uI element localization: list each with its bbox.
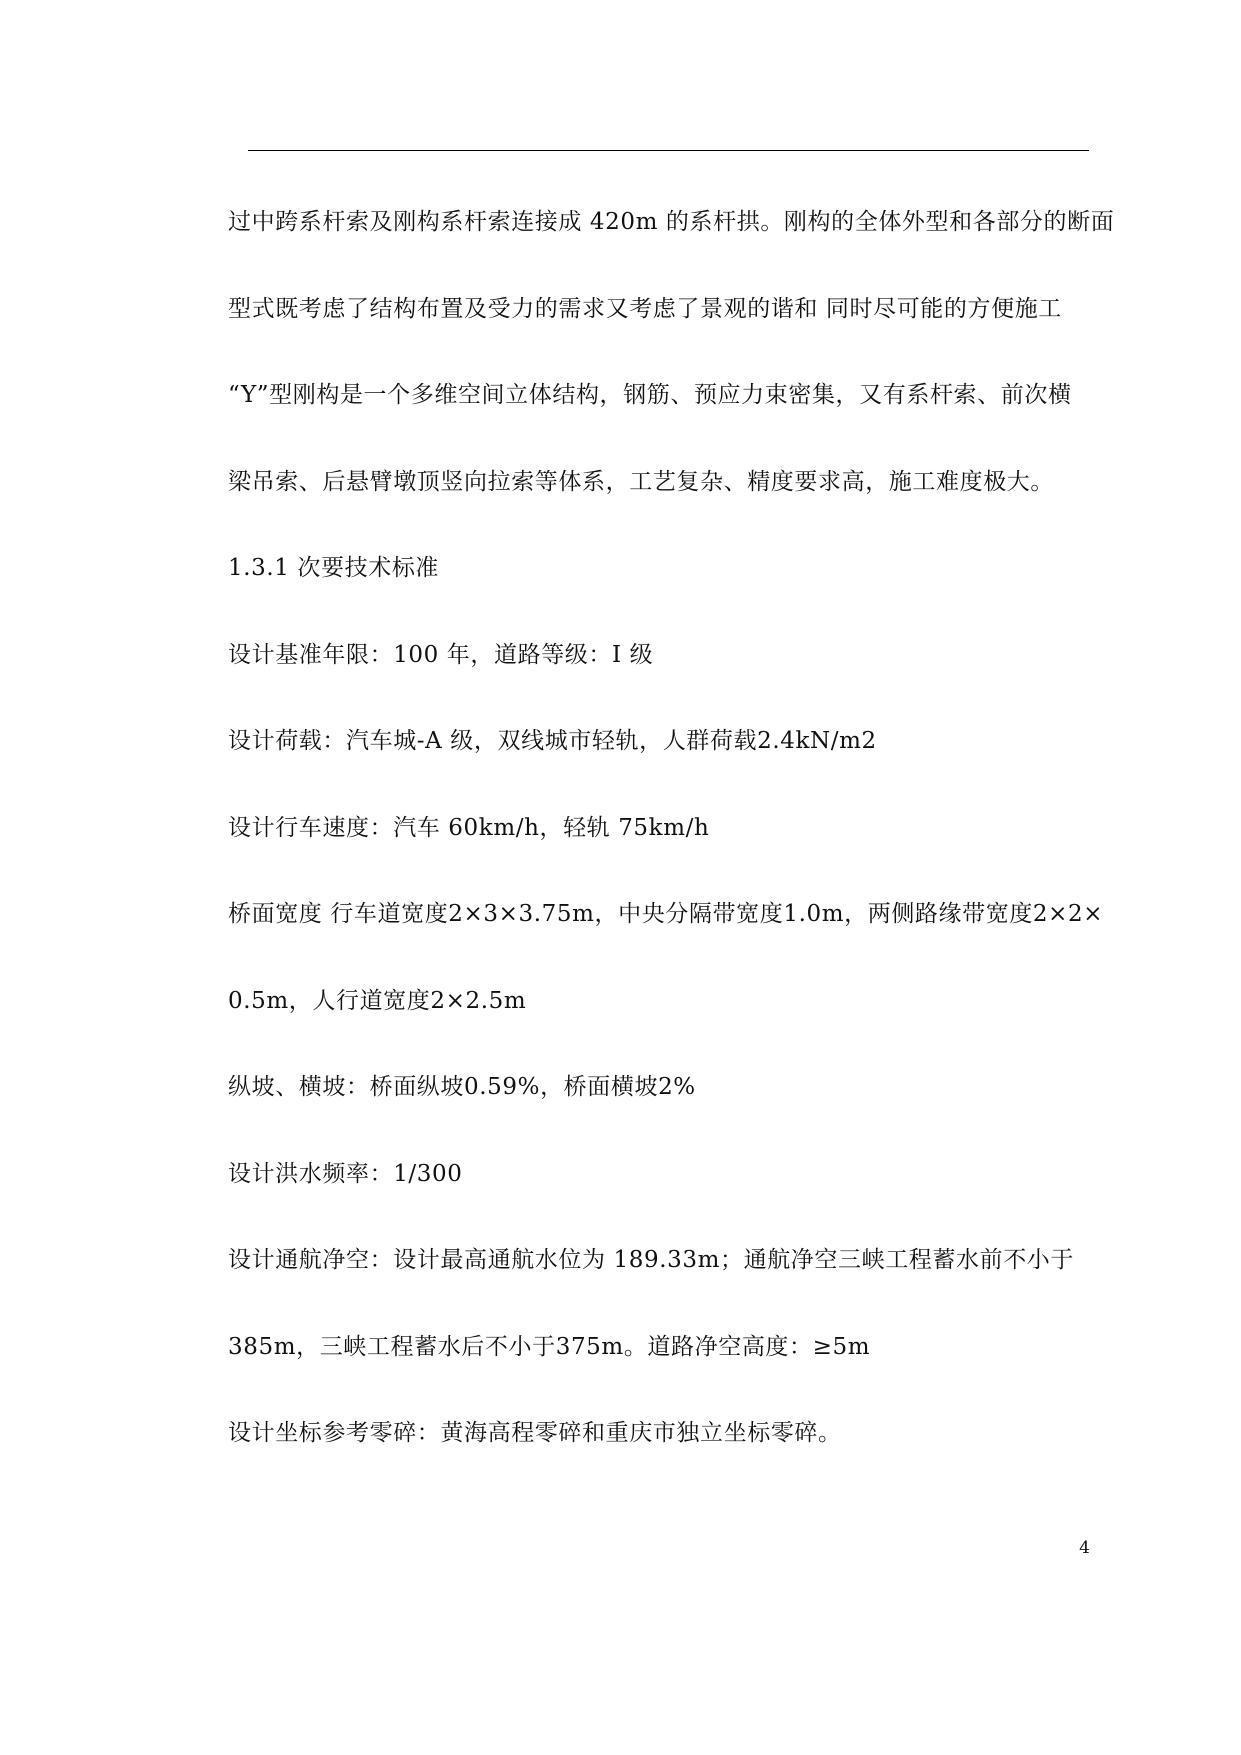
text-line: 设计坐标参考零碎：黄海高程零碎和重庆市独立坐标零碎。 — [228, 1420, 842, 1446]
header-rule — [248, 150, 1089, 151]
text-line: 梁吊索、后悬臂墩顶竖向拉索等体系，工艺复杂、精度要求高，施工难度极大。 — [228, 468, 1054, 495]
text-line: 设计行车速度：汽车 60km/h，轻轨 75km/h — [228, 814, 710, 841]
text-line: 设计通航净空：设计最高通航水位为 189.33m；通航净空三峡工程蓄水前不小于 — [228, 1247, 1074, 1273]
page-number: 4 — [1079, 1538, 1090, 1558]
text-line: 过中跨系杆索及刚构系杆索连接成 420m 的系杆拱。刚构的全体外型和各部分的断面 — [228, 209, 1115, 235]
text-line: “Y”型刚构是一个多维空间立体结构，钢筋、预应力束密集，又有系杆索、前次横 — [228, 382, 1072, 408]
text-line: 385m，三峡工程蓄水后不小于375m。道路净空高度：≥5m — [228, 1333, 871, 1360]
section-heading: 1.3.1 次要技术标准 — [228, 555, 440, 581]
body-text — [228, 202, 1115, 1500]
text-line: 设计洪水频率：1/300 — [228, 1160, 463, 1187]
text-line: 设计基准年限：100 年，道路等级：I 级 — [228, 641, 654, 668]
text-line: 纵坡、横坡：桥面纵坡0.59%，桥面横坡2% — [228, 1074, 696, 1100]
text-line: 型式既考虑了结构布置及受力的需求又考虑了景观的谐和 同时尽可能的方便施工 — [228, 295, 1062, 322]
text-line: 设计荷载：汽车城-A 级，双线城市轻轨，人群荷载2.4kN/m2 — [228, 728, 877, 754]
text-line: 桥面宽度 行车道宽度2×3×3.75m，中央分隔带宽度1.0m，两侧路缘带宽度2×2× — [228, 901, 1104, 927]
text-line: 0.5m，人行道宽度2×2.5m — [228, 987, 527, 1014]
